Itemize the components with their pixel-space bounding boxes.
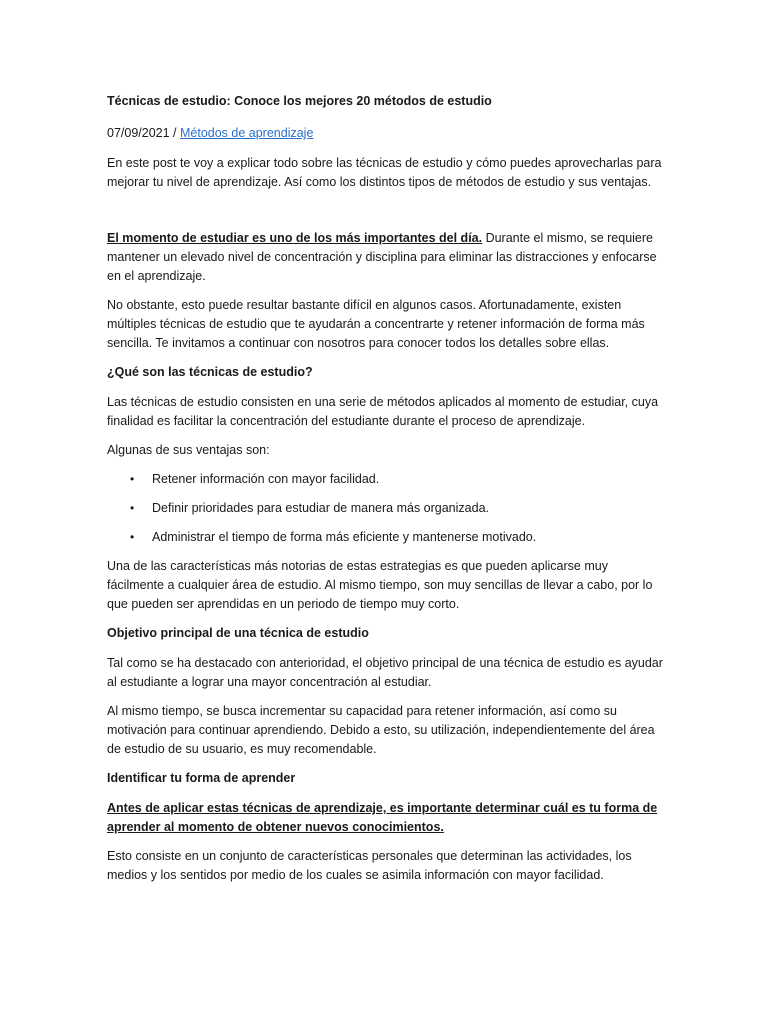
bullet-icon: • [130,530,135,544]
meta-separator: / [169,126,180,140]
list-item-text: Retener información con mayor facilidad. [152,472,380,486]
bullet-icon: • [130,501,135,515]
paragraph-momento-lead: El momento de estudiar es uno de los más importantes del día. [107,231,483,245]
heading-identificar: Identificar tu forma de aprender [107,771,296,785]
document-page [107,92,667,895]
paragraph-definicion: Las técnicas de estudio consisten en una serie de métodos aplicados al momento de estudiar, cuya finalidad es facilitar la concentración del estudiante durante el proceso de aprendizaje. [107,395,659,428]
paragraph-caracteristicas: Una de las características más notorias de estas estrategias es que pueden aplicarse muy fácilmente a cualquier área de estudio. Al mismo tiempo, son muy sencillas de llevar a cabo, por lo que pueden ser aprendidas en un periodo de tiempo muy corto. [107,559,653,611]
paragraph-ventajas-intro: Algunas de sus ventajas son: [107,443,270,457]
paragraph-momento-rest: Durante el mismo, se requiere mantener un elevado nivel de concentración y disciplina para eliminar las distracciones y enfocarse en el aprendizaje. [107,231,657,283]
paragraph-antes-de-aplicar: Antes de aplicar estas técnicas de aprendizaje, es importante determinar cuál es tu forma de aprender al momento de obtener nuevos conocimientos. [107,801,658,834]
article-date: 07/09/2021 [107,126,170,140]
ventajas-list [107,470,667,547]
list-item-text: Administrar el tiempo de forma más eficiente y mantenerse motivado. [152,530,537,544]
paragraph-caracteristicas-personales: Esto consiste en un conjunto de características personales que determinan las actividades, los medios y los sentidos por medio de los cuales se asimila información con mayor facilidad. [107,849,632,882]
article-meta [107,124,667,143]
paragraph-objetivo: Tal como se ha destacado con anterioridad, el objetivo principal de una técnica de estudio es ayudar al estudiante a lograr una mayor concentración al estudiar. [107,656,663,689]
article-title: Técnicas de estudio: Conoce los mejores 20 métodos de estudio [107,94,492,108]
paragraph-no-obstante: No obstante, esto puede resultar bastante difícil en algunos casos. Afortunadamente, existen múltiples técnicas de estudio que te ayudarán a concentrarte y retener información de forma más sencilla. Te invitamos a continuar con nosotros para conocer todos los detalles sobre ellas. [107,298,645,350]
paragraph-motivacion: Al mismo tiempo, se busca incrementar su capacidad para retener información, así como su motivación para continuar aprendiendo. Debido a esto, su utilización, independientemente del área de estudio de su usuario, es muy recomendable. [107,704,655,756]
paragraph-momento [107,229,667,286]
intro-paragraph: En este post te voy a explicar todo sobre las técnicas de estudio y cómo puedes aprovecharlas para mejorar tu nivel de aprendizaje. Así como los distintos tipos de métodos de estudio y sus ventajas. [107,156,662,189]
bullet-icon: • [130,472,135,486]
list-item [107,499,667,518]
heading-que-son: ¿Qué son las técnicas de estudio? [107,365,313,379]
list-item-text: Definir prioridades para estudiar de manera más organizada. [152,501,489,515]
list-item [107,470,667,489]
heading-objetivo: Objetivo principal de una técnica de estudio [107,626,369,640]
list-item [107,528,667,547]
category-link[interactable]: Métodos de aprendizaje [179,126,314,140]
